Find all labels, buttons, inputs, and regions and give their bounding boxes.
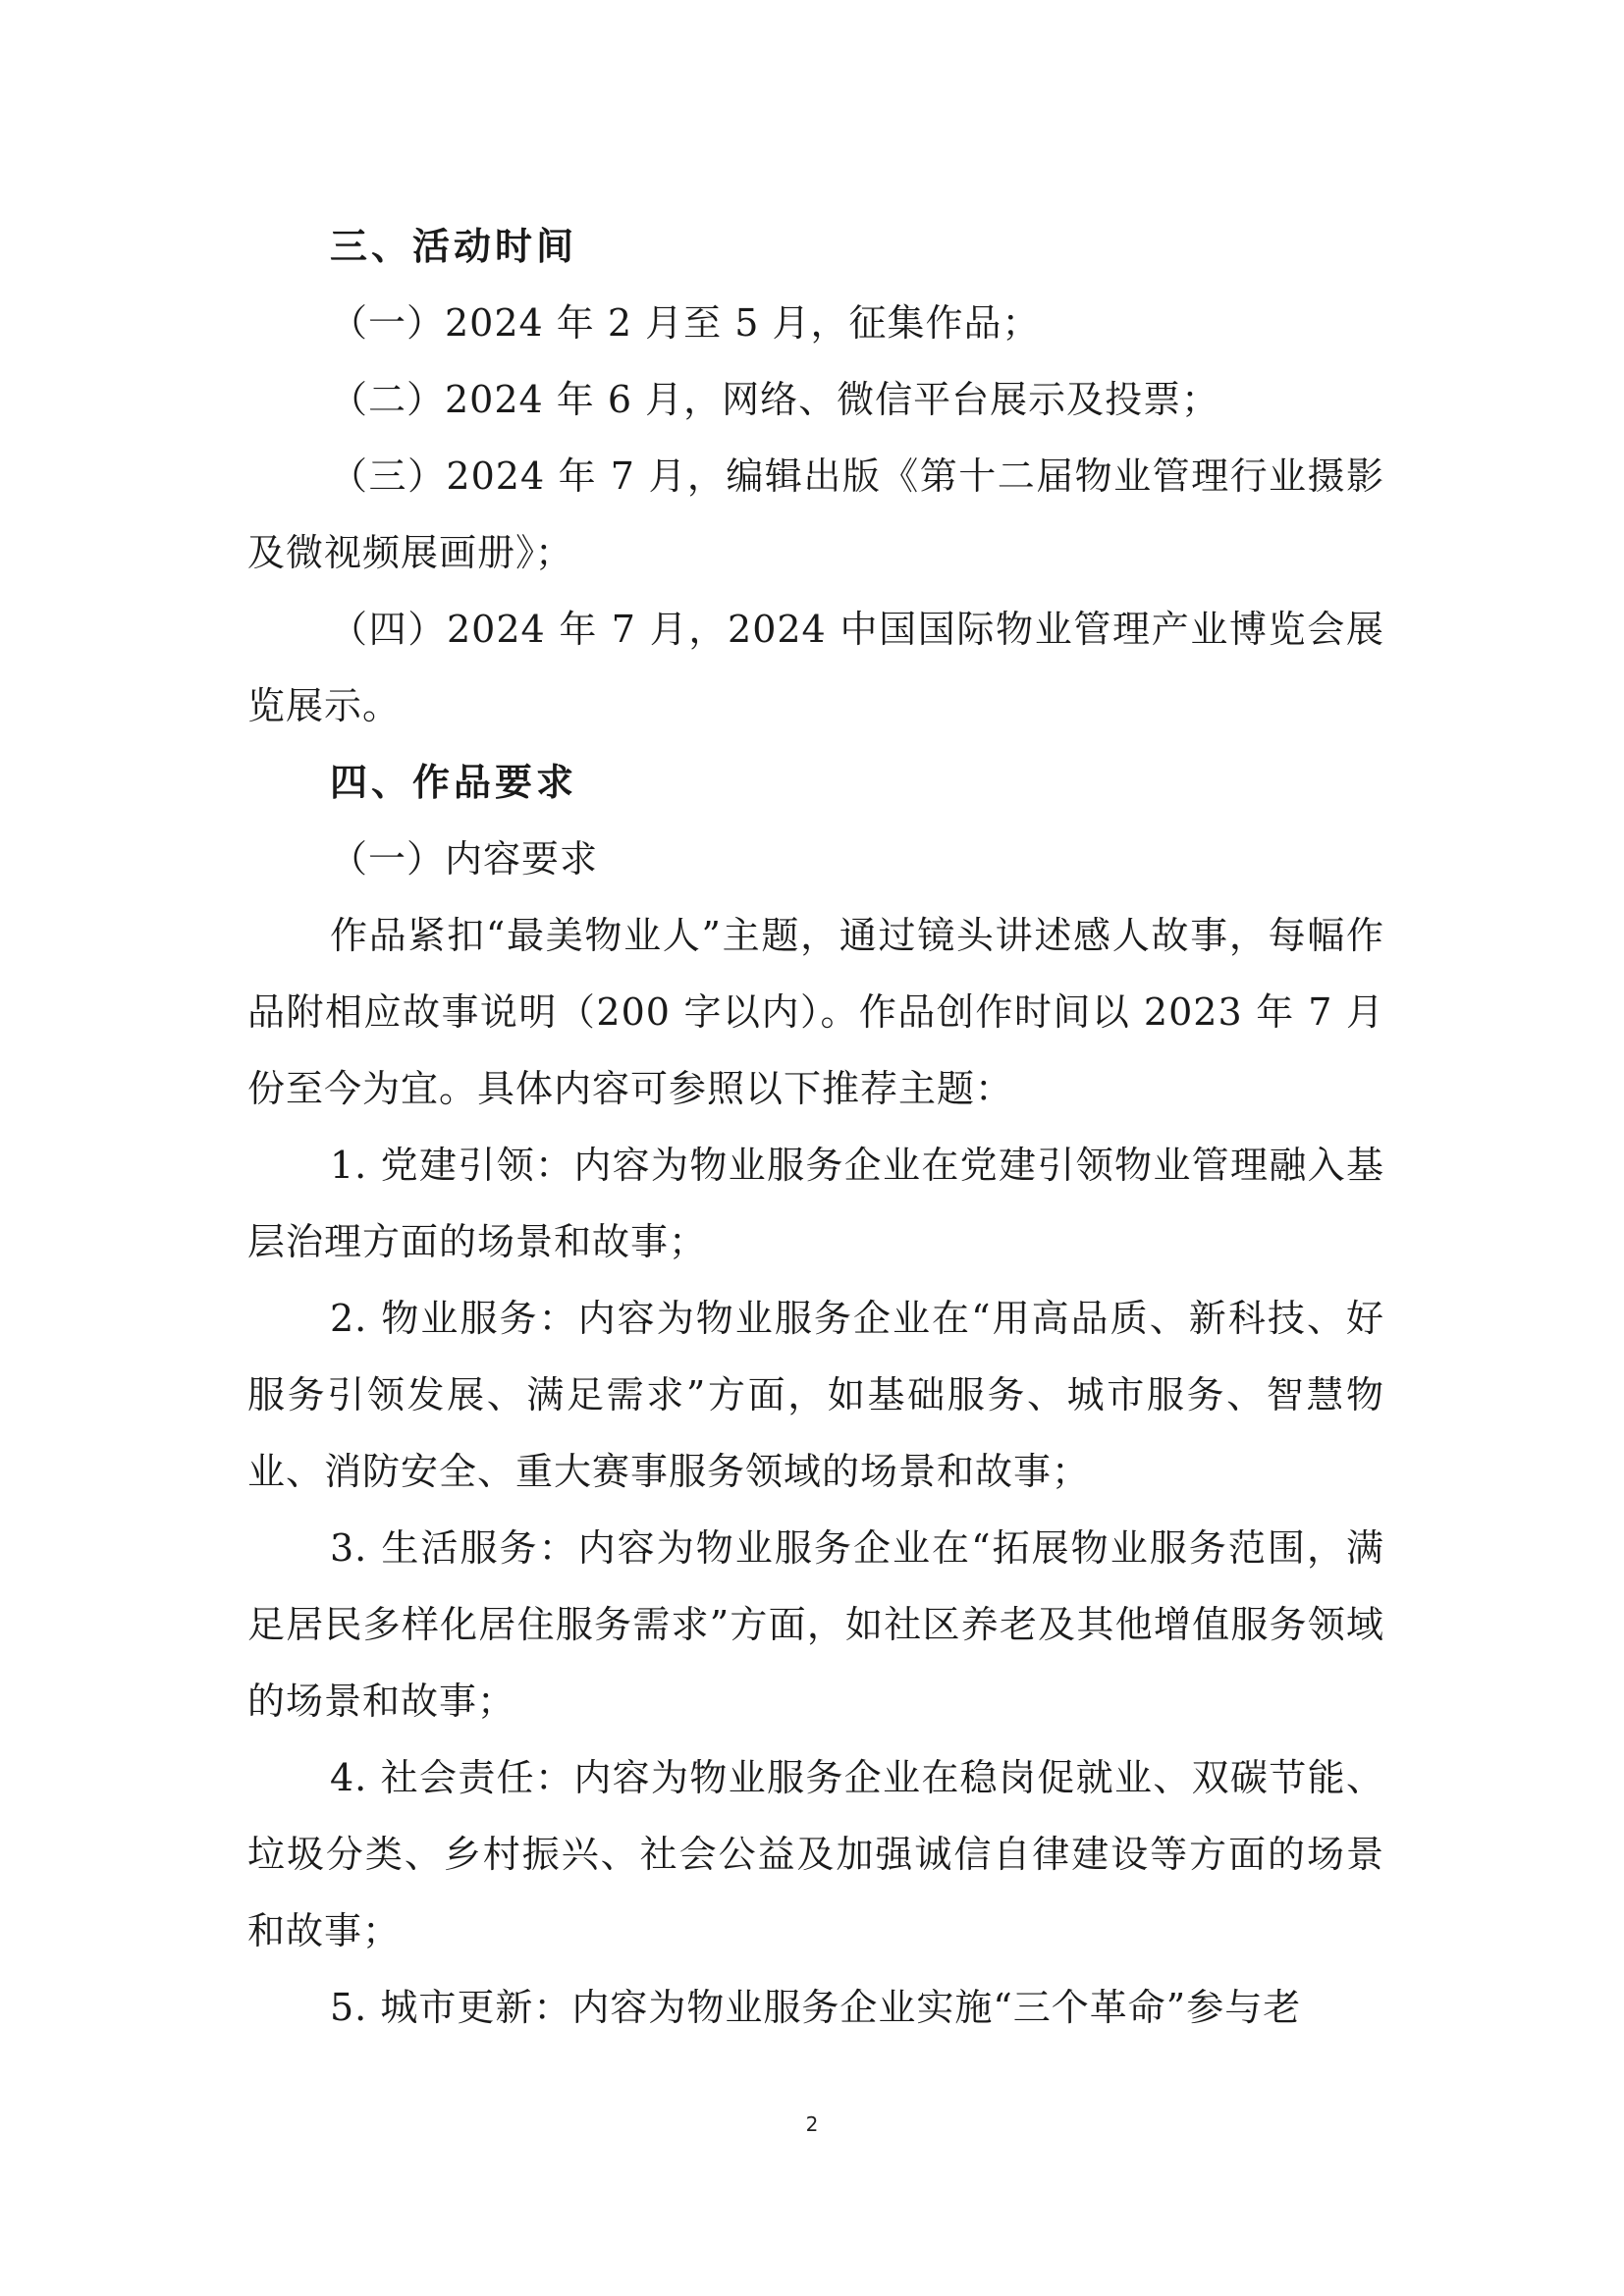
document-page	[247, 208, 1384, 2046]
paragraph-time-2: （二）2024 年 6 月，网络、微信平台展示及投票；	[330, 378, 1220, 421]
section-heading-work-requirements: 四、作品要求	[330, 760, 578, 804]
paragraph-time-1: （一）2024 年 2 月至 5 月，征集作品；	[330, 301, 1041, 345]
paragraph-time-3: （三）2024 年 7 月，编辑出版《第十二届物业管理行业摄影及微视频展画册》；	[247, 454, 1384, 574]
paragraph-theme-2: 2. 物业服务：内容为物业服务企业在“用高品质、新科技、好服务引领发展、满足需求”方面，如基础服务、城市服务、智慧物业、消防安全、重大赛事服务领域的场景和故事；	[247, 1297, 1384, 1493]
subheading-content-requirements: （一）内容要求	[330, 837, 599, 881]
paragraph-time-4: （四）2024 年 7 月，2024 中国国际物业管理产业博览会展览展示。	[247, 608, 1384, 727]
paragraph-theme-1: 1. 党建引领：内容为物业服务企业在党建引领物业管理融入基层治理方面的场景和故事；	[247, 1144, 1384, 1263]
section-heading-activity-time: 三、活动时间	[330, 224, 578, 268]
paragraph-theme-3: 3. 生活服务：内容为物业服务企业在“拓展物业服务范围，满足居民多样化居住服务需求”方面，如社区养老及其他增值服务领域的场景和故事；	[247, 1526, 1384, 1723]
paragraph-theme-5: 5. 城市更新：内容为物业服务企业实施“三个革命”参与老	[330, 1986, 1302, 2029]
paragraph-theme-4: 4. 社会责任：内容为物业服务企业在稳岗促就业、双碳节能、垃圾分类、乡村振兴、社会公益及加强诚信自律建设等方面的场景和故事；	[247, 1756, 1384, 1952]
page-number: 2	[805, 2112, 819, 2136]
paragraph-content-intro: 作品紧扣“最美物业人”主题，通过镜头讲述感人故事，每幅作品附相应故事说明（200 字以内）。作品创作时间以 2023 年 7 月份至今为宜。具体内容可参照以下推荐主题：	[247, 914, 1384, 1110]
